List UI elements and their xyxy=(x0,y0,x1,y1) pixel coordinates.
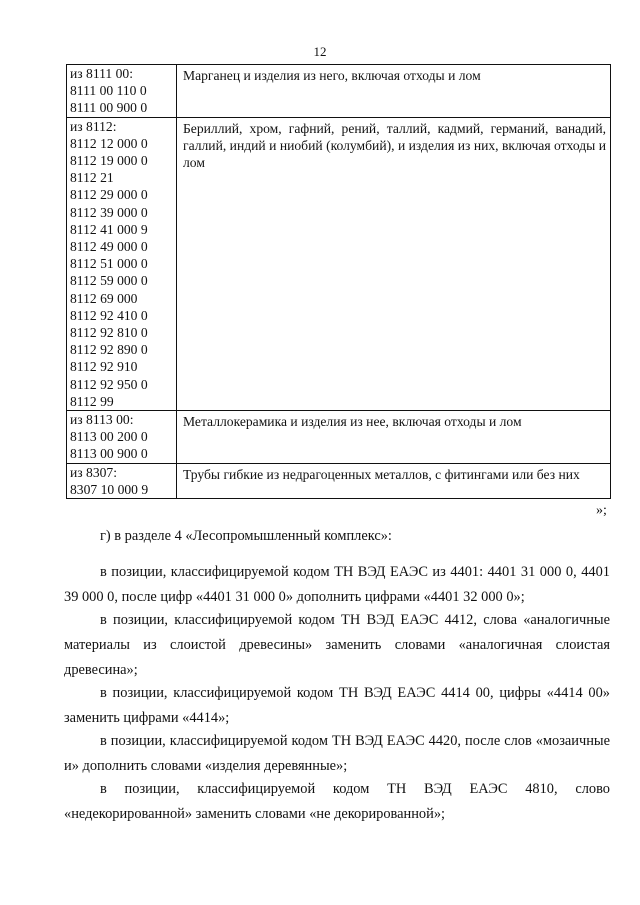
code-cell xyxy=(67,463,177,498)
code-line: 8111 00 110 0 xyxy=(70,83,147,99)
table-row xyxy=(67,411,611,464)
code-line: 8112 92 410 0 xyxy=(70,307,148,323)
paragraph xyxy=(64,560,610,610)
closing-quote: »; xyxy=(596,503,607,518)
paragraph-text: в позиции, классифицируемой кодом ТН ВЭД ЕАЭС 4414 00, цифры «4414 00» заменить цифрами «4414»; xyxy=(64,685,610,726)
code-line: 8112 92 890 0 xyxy=(70,342,148,358)
paragraph xyxy=(64,777,610,827)
code-line: 8307 10 000 9 xyxy=(70,481,149,497)
code-line: 8112 99 xyxy=(70,393,114,409)
code-line: из 8111 00: xyxy=(70,66,133,81)
code-line: 8112 92 950 0 xyxy=(70,376,148,392)
description-cell: Металлокерамика и изделия из нее, включая отходы и лом xyxy=(177,411,611,464)
code-line: из 8113 00: xyxy=(70,412,134,428)
code-line: из 8112: xyxy=(70,118,117,134)
code-line: 8112 41 000 9 xyxy=(70,221,148,237)
code-line: 8113 00 200 0 xyxy=(70,429,148,445)
code-line: 8112 49 000 0 xyxy=(70,239,148,255)
paragraph-text: в позиции, классифицируемой кодом ТН ВЭД ЕАЭС из 4401: 4401 31 000 0, 4401 39 000 0, после цифр «4401 31 000 0» дополнить цифрами «4401 32 000 0»; xyxy=(64,564,610,605)
code-cell xyxy=(67,65,177,118)
code-line: 8112 21 xyxy=(70,170,114,186)
paragraph xyxy=(64,608,610,683)
code-line: 8112 92 810 0 xyxy=(70,325,148,341)
code-line: 8112 92 910 xyxy=(70,359,138,375)
paragraph-text: в позиции, классифицируемой кодом ТН ВЭД ЕАЭС 4420, после слов «мозаичные и» дополнить словами «изделия деревянные»; xyxy=(64,733,610,774)
code-line: из 8307: xyxy=(70,464,118,480)
code-line: 8112 12 000 0 xyxy=(70,135,148,151)
table-row xyxy=(67,117,611,410)
code-line: 8112 59 000 0 xyxy=(70,273,148,289)
page-number: 12 xyxy=(313,44,327,59)
code-table xyxy=(66,64,611,499)
table-row xyxy=(67,65,611,118)
code-line: 8112 51 000 0 xyxy=(70,256,148,272)
code-cell xyxy=(67,117,177,410)
paragraph xyxy=(64,681,610,731)
code-line: 8111 00 900 0 xyxy=(70,100,148,116)
paragraph-text: в позиции, классифицируемой кодом ТН ВЭД ЕАЭС 4412, слова «аналогичные материалы из слоистой древесины» заменить словами «аналогичная слоистая древесина»; xyxy=(64,612,610,678)
code-cell xyxy=(67,411,177,464)
code-line: 8112 39 000 0 xyxy=(70,204,148,220)
description-cell: Трубы гибкие из недрагоценных металлов, с фитингами или без них xyxy=(177,463,611,498)
paragraph-text: г) в разделе 4 «Лесопромышленный комплекс»: xyxy=(100,528,392,544)
code-line: 8112 19 000 0 xyxy=(70,153,148,169)
description-cell: Марганец и изделия из него, включая отходы и лом xyxy=(177,65,611,118)
code-line: 8112 29 000 0 xyxy=(70,187,148,203)
paragraph xyxy=(64,729,610,779)
table-row xyxy=(67,463,611,498)
paragraph-text: в позиции, классифицируемой кодом ТН ВЭД ЕАЭС 4810, слово «недекорированной» заменить словами «не декорированной»; xyxy=(64,781,610,822)
code-line: 8112 69 000 xyxy=(70,290,138,306)
description-cell: Бериллий, хром, гафний, рений, таллий, кадмий, германий, ванадий, галлий, индий и ниобий (колумбий), и изделия из них, включая отходы и лом xyxy=(177,117,611,410)
code-line: 8113 00 900 0 xyxy=(70,446,148,462)
paragraph xyxy=(64,524,610,549)
